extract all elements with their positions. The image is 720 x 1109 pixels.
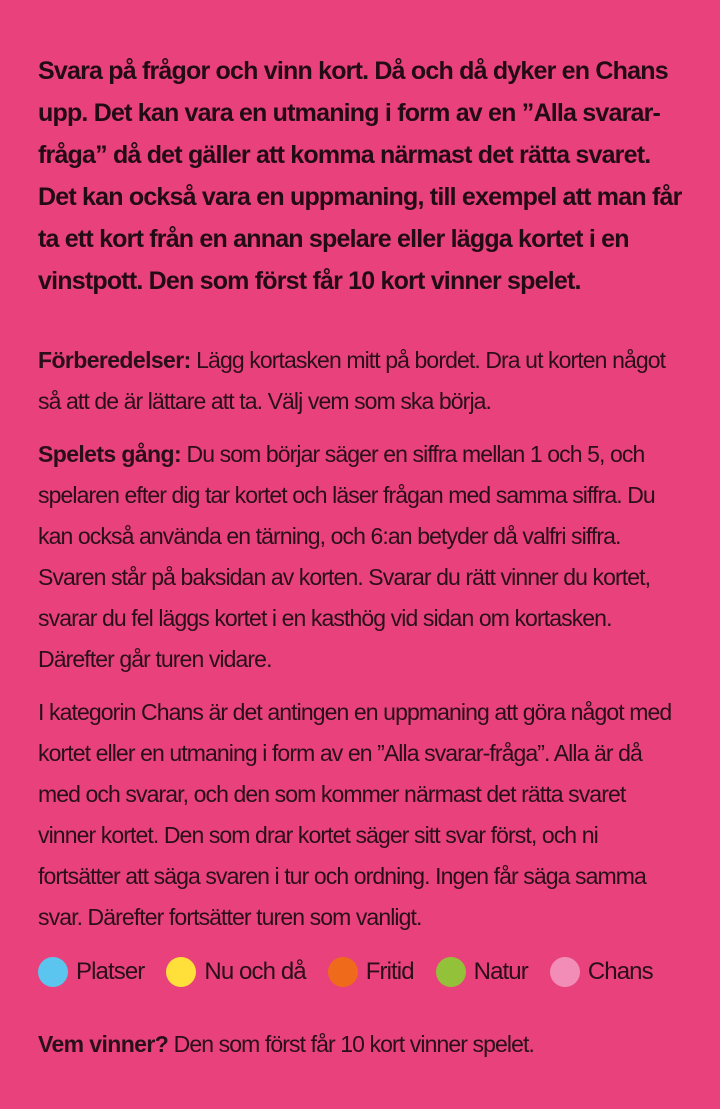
legend-label-nu-och-da: Nu och då <box>204 958 306 985</box>
fritid-dot-icon <box>328 957 358 987</box>
intro-paragraph: Svara på frågor och vinn kort. Då och då dyker en Chans upp. Det kan vara en utmaning i form av en ”Alla svarar-fråga” då det gäller att komma närmast det rätta svaret. Det kan också vara en uppmaning, till exempel att man får ta ett kort från en annan spelare eller lägga kortet i en vinstpott. Den som först får 10 kort vinner spelet. <box>38 57 682 295</box>
legend-item-fritid <box>328 957 414 987</box>
legend-item-nu-och-da <box>166 957 305 987</box>
gameplay-paragraph <box>38 434 682 680</box>
chance-paragraph: I kategorin Chans är det antingen en uppmaning att göra något med kortet eller en utmaning i form av en ”Alla svarar-fråga”. Alla är då med och svarar, och den som kommer närmast det rätta svaret vinner kortet. Den som drar kortet säger sitt svar först, och ni fortsätter att säga svaren i tur och ordning. Ingen får säga samma svar. Därefter fortsätter turen som vanligt. <box>38 699 672 930</box>
legend-label-platser: Platser <box>76 958 145 985</box>
legend-item-chans <box>550 957 653 987</box>
legend-item-platser <box>38 957 144 987</box>
legend-label-fritid: Fritid <box>365 958 414 985</box>
preparations-paragraph <box>38 340 682 422</box>
nu-och-da-dot-icon <box>166 957 196 987</box>
natur-dot-icon <box>436 957 466 987</box>
winner-text: Den som först får 10 kort vinner spelet. <box>168 1031 534 1057</box>
platser-dot-icon <box>38 957 68 987</box>
legend-label-chans: Chans <box>587 958 653 985</box>
gameplay-label: Spelets gång: <box>38 441 182 467</box>
preparations-text: Lägg kortasken mitt på bordet. Dra ut korten något så att de är lättare att ta. Välj vem som ska börja. <box>38 347 666 414</box>
winner-label: Vem vinner? <box>38 1031 169 1057</box>
legend-label-natur: Natur <box>473 958 528 985</box>
legend-item-natur <box>436 957 528 987</box>
chans-dot-icon <box>550 957 580 987</box>
winner-paragraph <box>38 1024 682 1065</box>
preparations-label: Förberedelser: <box>38 347 191 373</box>
category-legend <box>38 950 682 994</box>
gameplay-text: Du som börjar säger en siffra mellan 1 och 5, och spelaren efter dig tar kortet och läser frågan med samma siffra. Du kan också använda en tärning, och 6:an betyder då valfri siffra. Svaren står på baksidan av korten. Svarar du rätt vinner du kortet, svarar du fel läggs kortet i en kasthög vid sidan om kortasken. Därefter går turen vidare. <box>38 441 655 672</box>
